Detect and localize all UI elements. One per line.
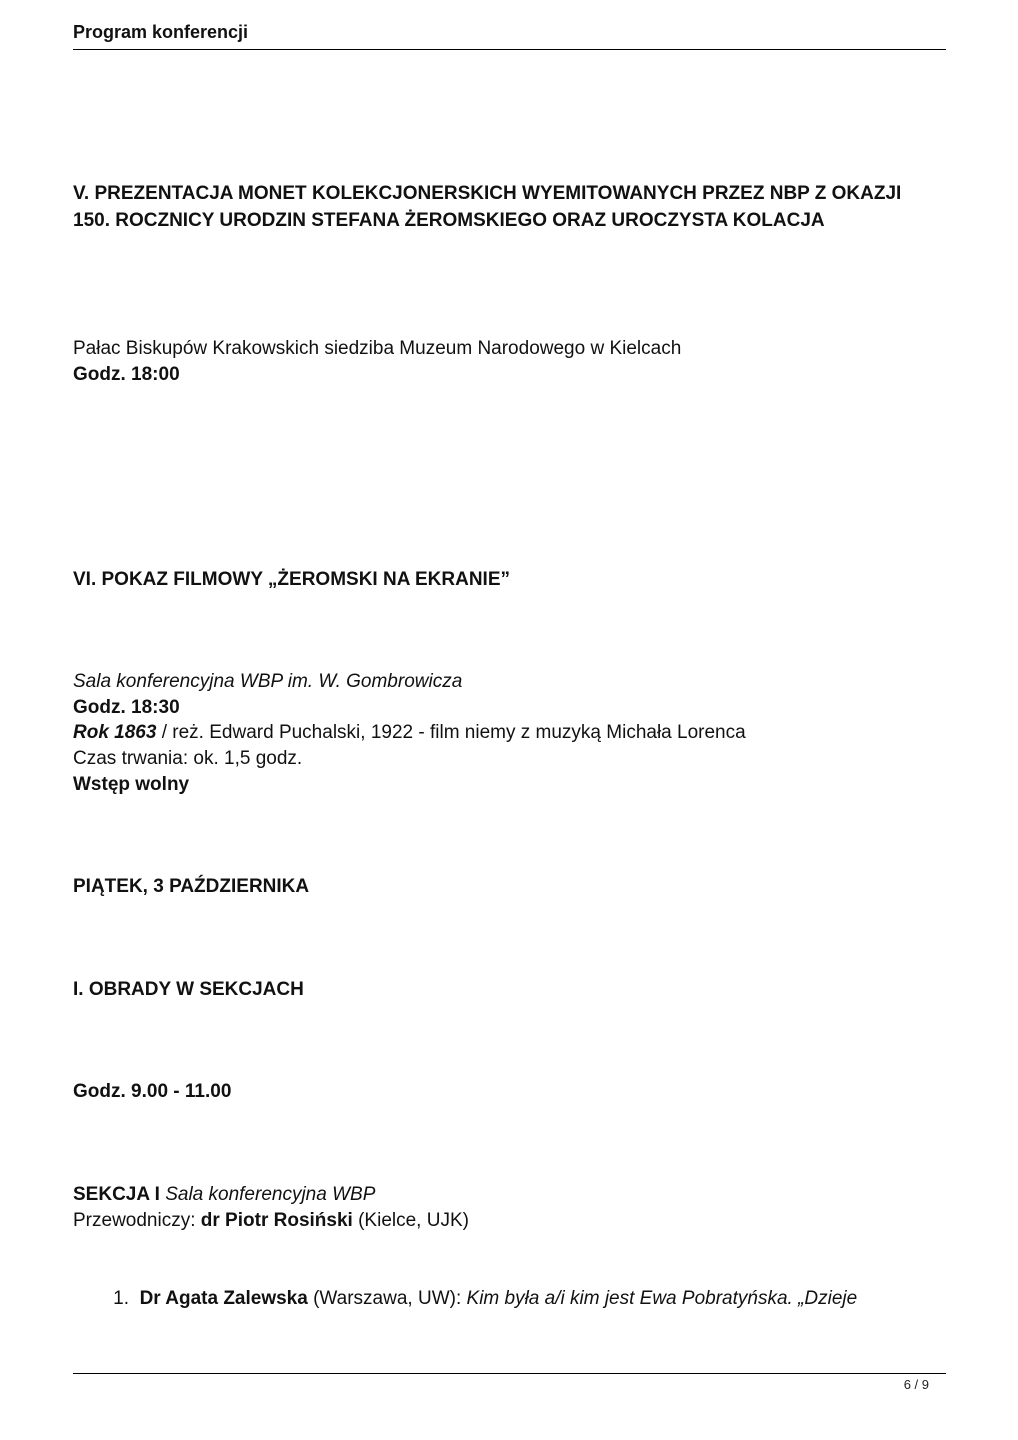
film-duration: Czas trwania: ok. 1,5 godz. (73, 748, 303, 769)
section-vi-heading: VI. POKAZ FILMOWY „ŻEROMSKI NA EKRANIE” (73, 569, 511, 590)
section-v-venue: Pałac Biskupów Krakowskich siedziba Muzeum Narodowego w Kielcach (73, 338, 682, 359)
film-details: / reż. Edward Puchalski, 1922 - film niemy z muzyką Michała Lorenca (156, 722, 746, 743)
section-vi-venue: Sala konferencyjna WBP im. W. Gombrowicza (73, 671, 463, 692)
film-title: Rok 1863 (73, 722, 157, 743)
chair-name: dr Piotr Rosiński (200, 1210, 353, 1231)
list-item (73, 1286, 857, 1312)
footer-divider (73, 1373, 946, 1374)
talk-speaker: Dr Agata Zalewska (139, 1288, 308, 1309)
talk-number: 1. (113, 1288, 129, 1309)
entry-note: Wstęp wolny (73, 774, 190, 795)
session-time: Godz. 9.00 - 11.00 (73, 1081, 232, 1102)
film-info (73, 720, 746, 746)
section-1-venue: Sala konferencyjna WBP (159, 1184, 376, 1205)
page-number: 6 / 9 (903, 1377, 929, 1392)
talk-affiliation: (Warszawa, UW): (307, 1288, 467, 1309)
section-v-time: Godz. 18:00 (73, 364, 180, 385)
day-heading: PIĄTEK, 3 PAŹDZIERNIKA (73, 876, 310, 897)
session-heading: I. OBRADY W SEKCJACH (73, 979, 304, 1000)
header-divider (73, 49, 946, 50)
section-1-line (73, 1182, 375, 1208)
header-title: Program konferencji (73, 22, 249, 42)
talk-list (73, 1286, 857, 1312)
section-vi-time: Godz. 18:30 (73, 697, 180, 718)
chair-label: Przewodniczy: (73, 1210, 201, 1231)
chair-affiliation: (Kielce, UJK) (352, 1210, 469, 1231)
section-1-label: SEKCJA I (73, 1184, 160, 1205)
section-1-chair (73, 1208, 469, 1234)
section-v-heading: V. PREZENTACJA MONET KOLEKCJONERSKICH WYEMITOWANYCH PRZEZ NBP Z OKAZJI 150. ROCZNICY URODZIN STEFANA ŻEROMSKIEGO ORAZ UROCZYSTA KOLACJA (73, 183, 902, 231)
talk-title: Kim była a/i kim jest Ewa Pobratyńska. „Dzieje (466, 1288, 858, 1309)
